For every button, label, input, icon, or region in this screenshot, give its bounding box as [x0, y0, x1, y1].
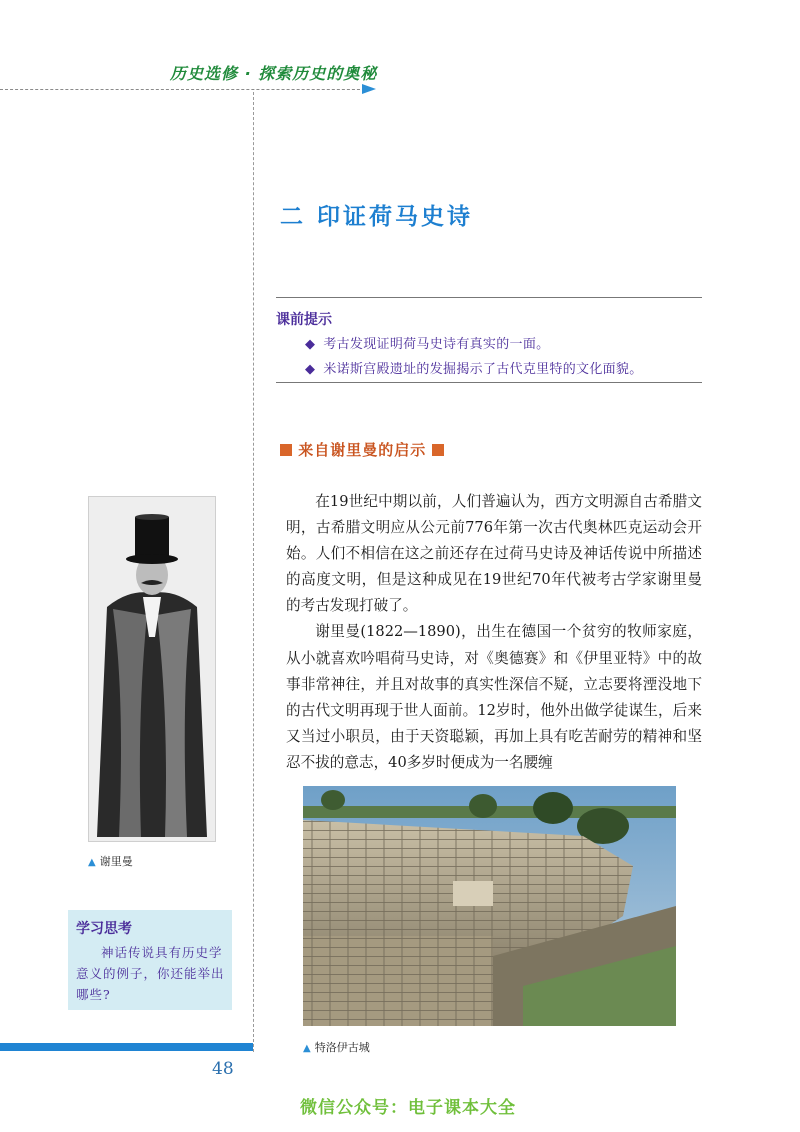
watermark: 微信公众号：电子课本大全	[300, 1098, 516, 1118]
section-heading	[280, 439, 444, 460]
tip-text: 米诺斯宫殿遗址的发掘揭示了古代克里特的文化面貌。	[323, 362, 643, 377]
study-heading: 学习思考	[76, 921, 132, 937]
tip-text: 考古发现证明荷马史诗有真实的一面。	[323, 337, 550, 352]
page-number: 48	[212, 1059, 234, 1079]
header-arrow-icon	[362, 84, 376, 94]
square-marker-icon	[280, 444, 292, 456]
diamond-bullet-icon: ◆	[305, 337, 316, 352]
lesson-title: 二 印证荷马史诗	[280, 204, 474, 230]
schliemann-portrait	[88, 496, 216, 842]
square-marker-icon	[432, 444, 444, 456]
portrait-caption	[88, 853, 133, 869]
section-heading-text: 来自谢里曼的启示	[298, 441, 427, 459]
photo-caption-text: 特洛伊古城	[314, 1041, 370, 1054]
photo-caption	[303, 1039, 370, 1055]
triangle-marker-icon: ▲	[88, 857, 96, 868]
troy-ruins-photo	[303, 786, 676, 1026]
header-divider	[0, 89, 370, 90]
study-text: 神话传说具有历史学意义的例子，你还能举出哪些?	[76, 945, 225, 1002]
paragraph: 在19世纪中期以前，人们普遍认为，西方文明源自古希腊文明，古希腊文明应从公元前776年第一次古代奥林匹克运动会开始。人们不相信在这之前还存在过荷马史诗及神话传说中所描述的高度文明，但是这种成见在19世纪70年代被考古学家谢里曼的考古发现打破了。	[286, 493, 702, 615]
study-thinking-box	[68, 910, 232, 1010]
tips-top-rule	[276, 297, 702, 298]
column-divider	[253, 92, 254, 1052]
tips-bottom-rule	[276, 382, 702, 383]
tip-item	[305, 358, 643, 377]
body-text	[286, 489, 702, 776]
tip-item	[305, 333, 549, 352]
footer-bar	[0, 1043, 253, 1051]
running-header: 历史选修 · 探索历史的奥秘	[170, 64, 378, 83]
diamond-bullet-icon: ◆	[305, 362, 316, 377]
triangle-marker-icon: ▲	[303, 1043, 311, 1054]
portrait-caption-text: 谢里曼	[99, 855, 133, 868]
tips-heading: 课前提示	[276, 312, 332, 328]
paragraph: 谢里曼(1822—1890)，出生在德国一个贫穷的牧师家庭，从小就喜欢吟唱荷马史诗，对《奥德赛》和《伊里亚特》中的故事非常神往，并且对故事的真实性深信不疑，立志要将湮没地下的古代文明再现于世人面前。12岁时，他外出做学徒谋生，后来又当过小职员，由于天资聪颖，再加上具有吃苦耐劳的精神和坚忍不拔的意志，40多岁时便成为一名腰缠	[286, 623, 702, 771]
